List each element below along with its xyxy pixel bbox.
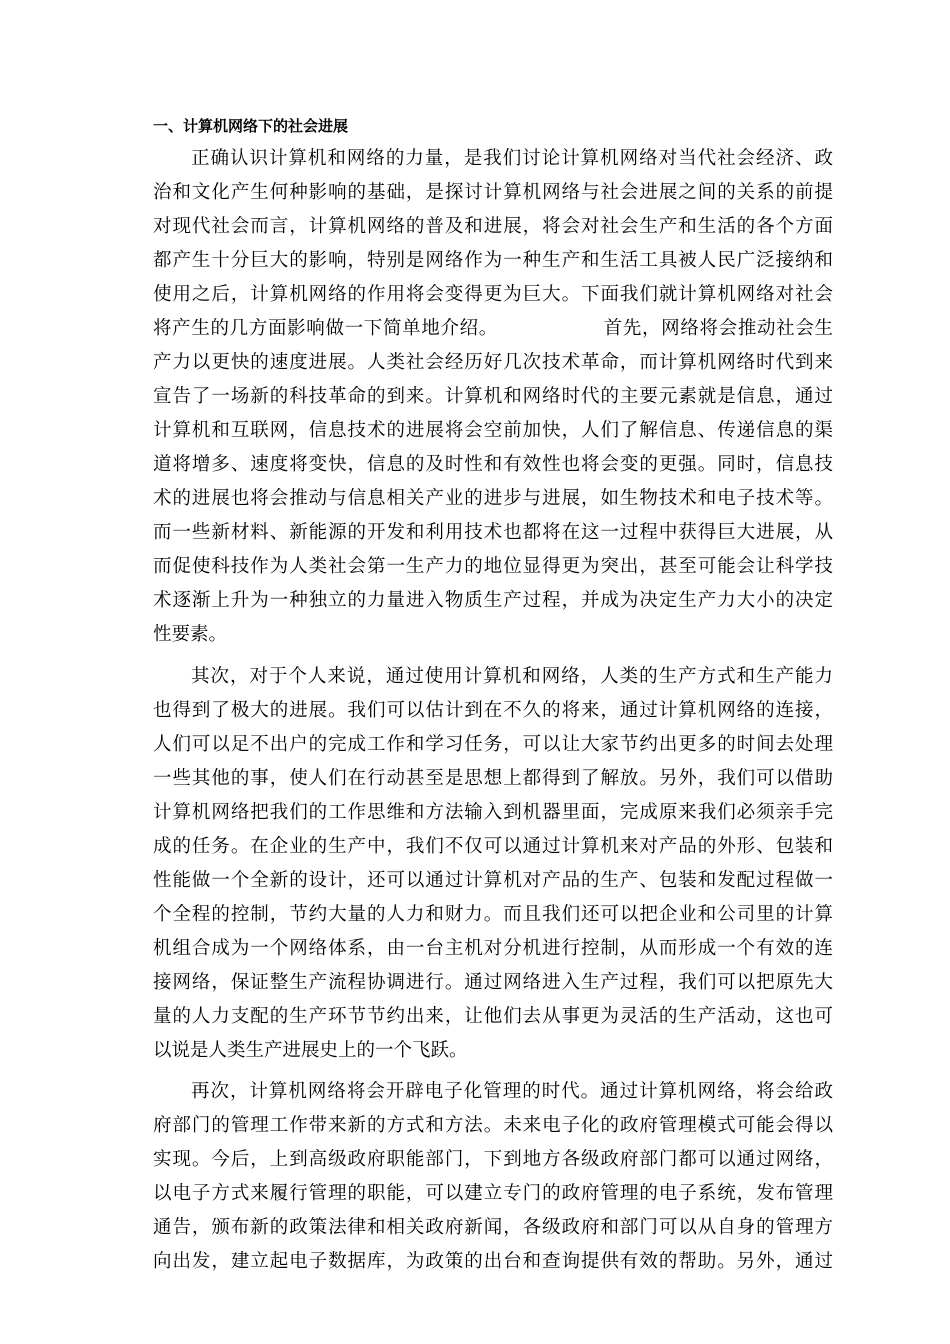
paragraph-line: 治和文化产生何种影响的基础，是探讨计算机网络与社会进展之间的关系的前提 — [153, 182, 833, 203]
paragraph-line: 以说是人类生产进展史上的一个飞跃。 — [153, 1040, 468, 1061]
paragraph-line: 接网络，保证整生产流程协调进行。通过网络进入生产过程，我们可以把原先大 — [153, 972, 833, 993]
paragraph-line: 使用之后，计算机网络的作用将会变得更为巨大。下面我们就计算机网络对社会 — [153, 284, 833, 305]
paragraph-line: 再次，计算机网络将会开辟电子化管理的时代。通过计算机网络，将会给政 — [191, 1081, 833, 1102]
paragraph-line: 性要素。 — [153, 624, 228, 645]
paragraph-line: 而一些新材料、新能源的开发和利用技术也都将在这一过程中获得巨大进展，从 — [153, 522, 833, 543]
paragraph-line: 都产生十分巨大的影响，特别是网络作为一种生产和生活工具被人民广泛接纳和 — [153, 250, 833, 271]
paragraph-line: 成的任务。在企业的生产中，我们不仅可以通过计算机来对产品的外形、包装和 — [153, 836, 833, 857]
paragraph-line: 其次，对于个人来说，通过使用计算机和网络，人类的生产方式和生产能力 — [191, 666, 833, 687]
paragraph-line: 宣告了一场新的科技革命的到来。计算机和网络时代的主要元素就是信息，通过 — [153, 386, 833, 407]
paragraph-line: 性能做一个全新的设计，还可以通过计算机对产品的生产、包装和发配过程做一 — [153, 870, 833, 891]
paragraph-line: 通告，颁布新的政策法律和相关政府新闻，各级政府和部门可以从自身的管理方 — [153, 1217, 833, 1238]
paragraph-line: 以电子方式来履行管理的职能，可以建立专门的政府管理的电子系统，发布管理 — [153, 1183, 833, 1204]
paragraph-line: 人们可以足不出户的完成工作和学习任务，可以让大家节约出更多的时间去处理 — [153, 734, 833, 755]
paragraph-line: 机组合成为一个网络体系，由一台主机对分机进行控制，从而形成一个有效的连 — [153, 938, 833, 959]
paragraph-line: 计算机网络把我们的工作思维和方法输入到机器里面，完成原来我们必须亲手完 — [153, 802, 833, 823]
paragraph-line: 将产生的几方面影响做一下简单地介绍。 首先，网络将会推动社会生 — [153, 318, 833, 339]
section-heading: 一、计算机网络下的社会进展 — [153, 117, 349, 135]
paragraph-line: 而促使科技作为人类社会第一生产力的地位显得更为突出，甚至可能会让科学技 — [153, 556, 833, 577]
paragraph-line: 量的人力支配的生产环节节约出来，让他们去从事更为灵活的生产活动，这也可 — [153, 1006, 833, 1027]
paragraph-line: 一些其他的事，使人们在行动甚至是思想上都得到了解放。另外，我们可以借助 — [153, 768, 833, 789]
paragraph-line: 个全程的控制，节约大量的人力和财力。而且我们还可以把企业和公司里的计算 — [153, 904, 833, 925]
paragraph-line: 向出发，建立起电子数据库，为政策的出台和查询提供有效的帮助。另外，通过 — [153, 1251, 833, 1272]
paragraph-line: 术的进展也将会推动与信息相关产业的进步与进展，如生物技术和电子技术等。 — [153, 488, 833, 509]
paragraph-line: 正确认识计算机和网络的力量，是我们讨论计算机网络对当代社会经济、政 — [191, 148, 833, 169]
paragraph-line: 也得到了极大的进展。我们可以估计到在不久的将来，通过计算机网络的连接， — [153, 700, 833, 721]
paragraph-line: 对现代社会而言，计算机网络的普及和进展，将会对社会生产和生活的各个方面 — [153, 216, 833, 237]
paragraph-line: 实现。今后，上到高级政府职能部门，下到地方各级政府部门都可以通过网络， — [153, 1149, 833, 1170]
paragraph-line: 计算机和互联网，信息技术的进展将会空前加快，人们了解信息、传递信息的渠 — [153, 420, 833, 441]
paragraph-line: 府部门的管理工作带来新的方式和方法。未来电子化的政府管理模式可能会得以 — [153, 1115, 833, 1136]
paragraph-line: 产力以更快的速度进展。人类社会经历好几次技术革命，而计算机网络时代到来 — [153, 352, 833, 373]
paragraph-line: 术逐渐上升为一种独立的力量进入物质生产过程，并成为决定生产力大小的决定 — [153, 590, 833, 611]
paragraph-line: 道将增多、速度将变快，信息的及时性和有效性也将会变的更强。同时，信息技 — [153, 454, 833, 475]
